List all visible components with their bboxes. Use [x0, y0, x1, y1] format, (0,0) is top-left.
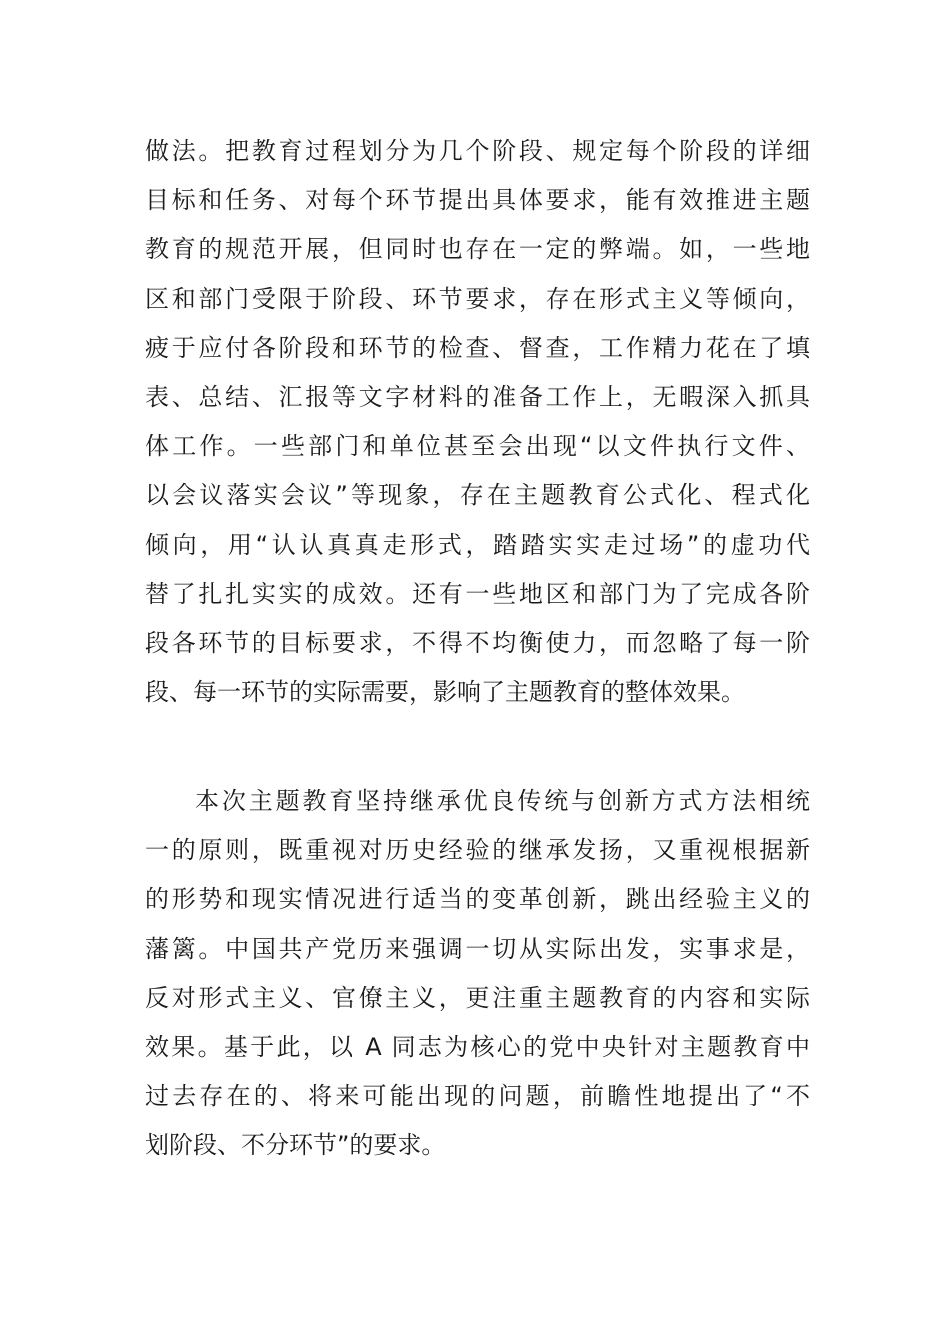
text-line: 教育的规范开展，但同时也存在一定的弊端。如，一些地: [145, 235, 810, 264]
text-line: 藩篱。中国共产党历来强调一切从实际出发，实事求是，: [145, 934, 810, 963]
text-line: 过去存在的、将来可能出现的问题，前瞻性地提出了“不: [145, 1082, 810, 1111]
text-line: 做法。把教育过程划分为几个阶段、规定每个阶段的详细: [145, 137, 810, 165]
text-line: 效果。基于此，以 A 同志为核心的党中央针对主题教育中: [145, 1032, 810, 1061]
text-line: 反对形式主义、官僚主义，更注重主题教育的内容和实际: [145, 983, 810, 1012]
text-line: 段各环节的目标要求，不得不均衡使力，而忽略了每一阶: [145, 628, 810, 657]
text-line: 的形势和现实情况进行适当的变革创新，跳出经验主义的: [145, 885, 810, 914]
text-line: 疲于应付各阶段和环节的检查、督查，工作精力花在了填: [145, 333, 810, 362]
text-line: 本次主题教育坚持继承优良传统与创新方式方法相统: [195, 787, 810, 815]
text-line: 倾向，用“认认真真走形式，踏踏实实走过场”的虚功代: [145, 530, 810, 559]
text-line: 目标和任务、对每个环节提出具体要求，能有效推进主题: [145, 186, 810, 215]
text-line: 替了扎扎实实的成效。还有一些地区和部门为了完成各阶: [145, 579, 810, 608]
text-line: 体工作。一些部门和单位甚至会出现“以文件执行文件、: [145, 432, 810, 461]
paragraph-2: [145, 777, 810, 1171]
paragraph-1: [145, 127, 810, 717]
text-line: 一的原则，既重视对历史经验的继承发扬，又重视根据新: [145, 836, 810, 865]
text-line: 划阶段、不分环节”的要求。: [145, 1131, 446, 1160]
text-line: 区和部门受限于阶段、环节要求，存在形式主义等倾向，: [145, 284, 810, 313]
text-line: 表、总结、汇报等文字材料的准备工作上，无暇深入抓具: [145, 382, 810, 411]
text-line: 以会议落实会议”等现象，存在主题教育公式化、程式化: [145, 481, 810, 510]
text-line: 段、每一环节的实际需要，影响了主题教育的整体效果。: [145, 678, 745, 707]
